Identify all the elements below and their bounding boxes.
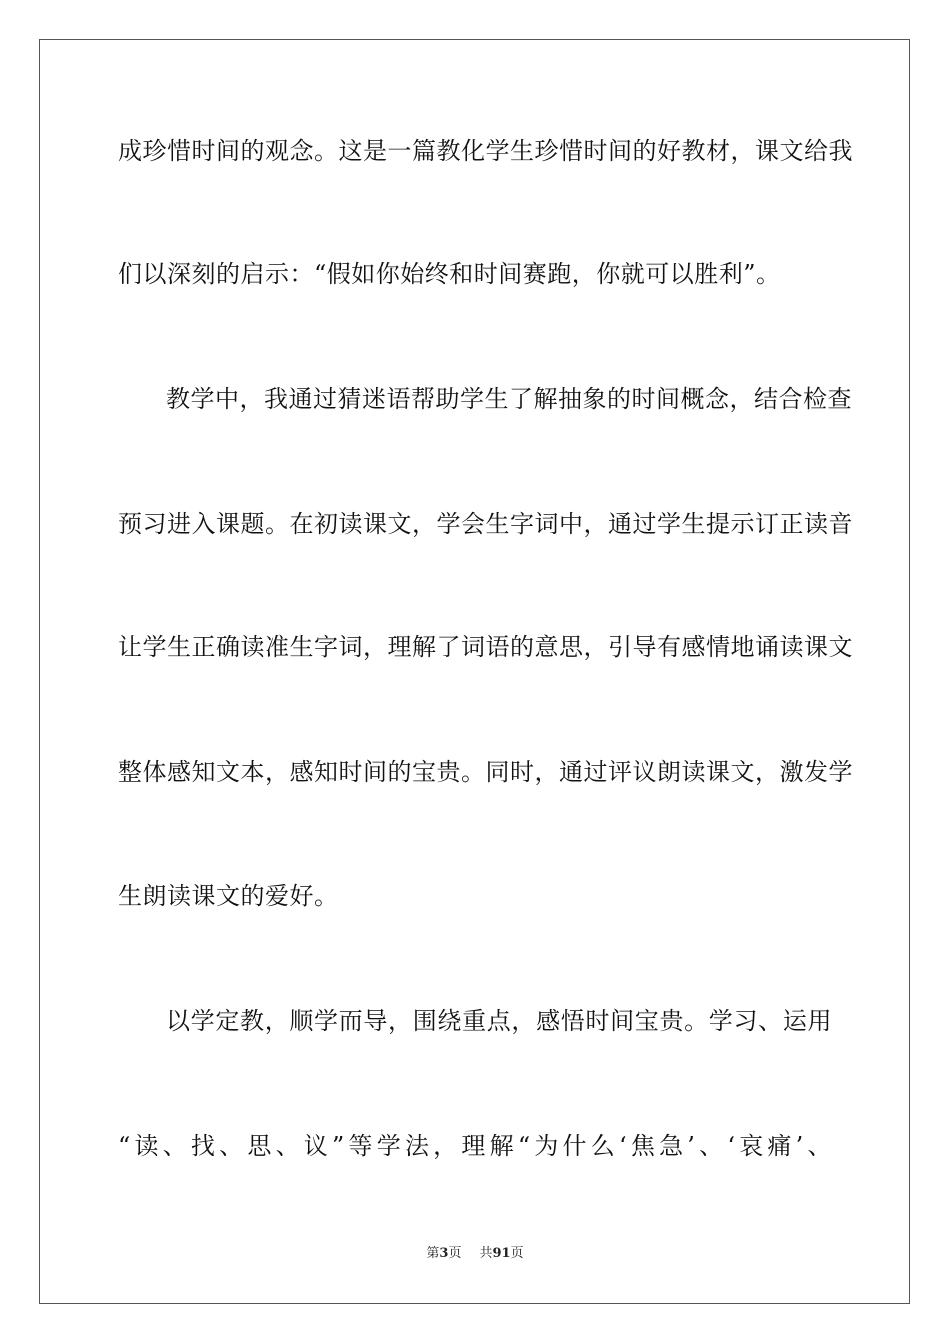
total-pages: 91 <box>492 1246 511 1261</box>
text-line-3: 教学中，我通过猜迷语帮助学生了解抽象的时间概念，结合检查 <box>166 385 852 413</box>
page-prefix: 第 <box>426 1246 440 1261</box>
page-number: 3 <box>439 1246 449 1261</box>
page-border <box>39 39 910 1304</box>
text-line-7: 生朗读课文的爱好。 <box>118 882 339 910</box>
text-line-6: 整体感知文本，感知时间的宝贵。同时，通过评议朗读课文，激发学 <box>118 758 853 786</box>
text-line-1: 成珍惜时间的观念。这是一篇教化学生珍惜时间的好教材，课文给我 <box>118 137 853 165</box>
text-line-2: 们以深刻的启示：“假如你始终和时间赛跑，你就可以胜利”。 <box>118 260 781 288</box>
text-line-5: 让学生正确读准生字词，理解了词语的意思，引导有感情地诵读课文 <box>118 633 853 661</box>
page-suffix: 页 <box>448 1246 462 1261</box>
text-line-9: “读、找、思、议”等学法，理解“为什么‘焦急’、‘哀痛’、 <box>118 1132 832 1160</box>
text-line-8: 以学定教，顺学而导，围绕重点，感悟时间宝贵。学习、运用 <box>166 1007 832 1035</box>
total-prefix: 共 <box>479 1246 493 1261</box>
text-line-4: 预习进入课题。在初读课文，学会生字词中，通过学生提示订正读音 <box>118 510 853 538</box>
page-footer <box>0 1246 950 1262</box>
total-suffix: 页 <box>510 1246 524 1261</box>
